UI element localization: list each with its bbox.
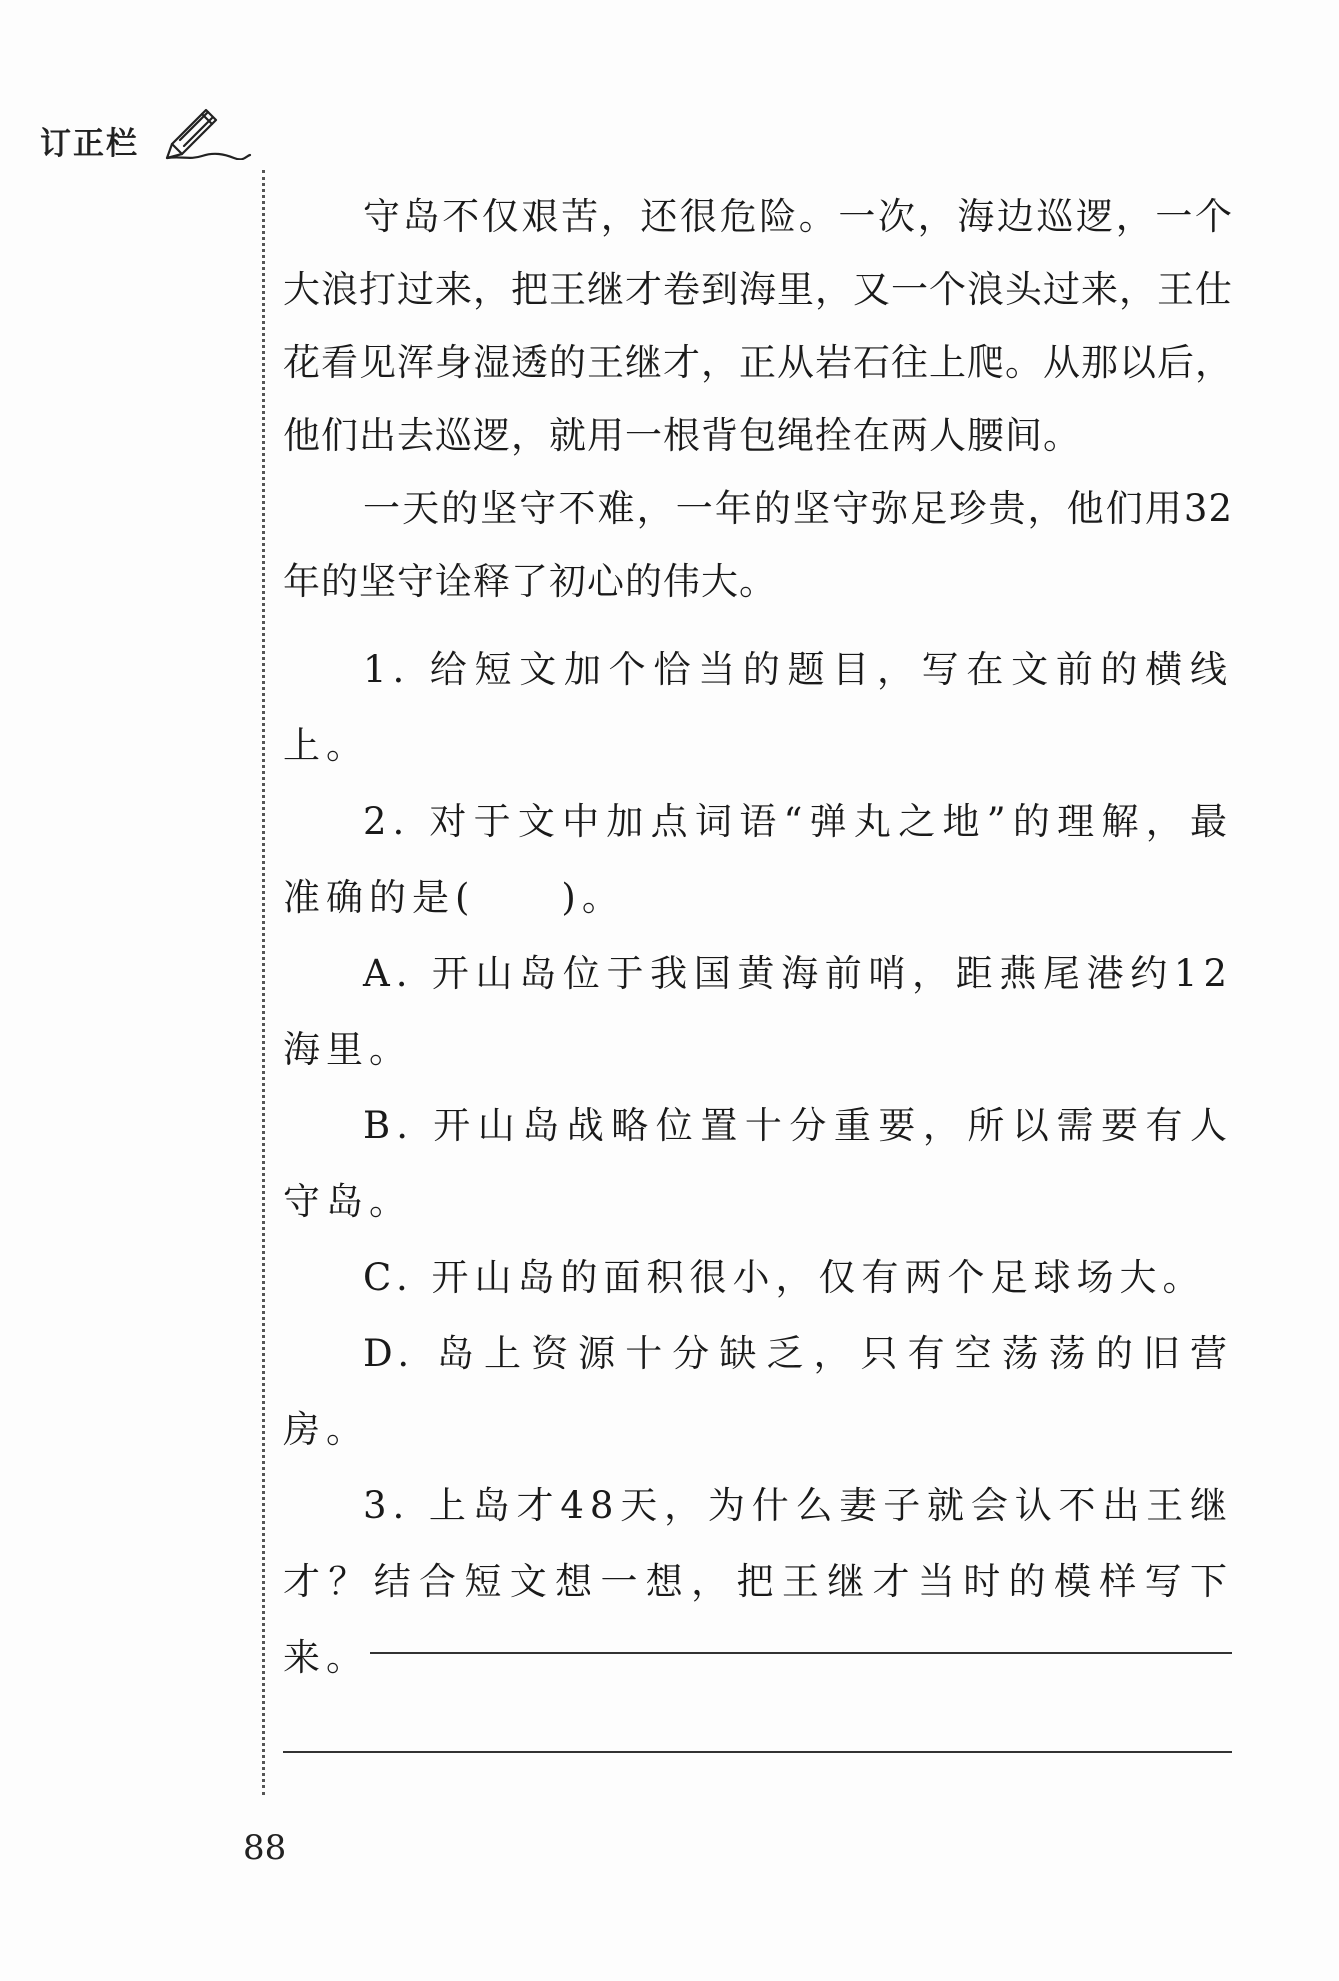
option-d: D. 岛上资源十分缺乏，只有空荡荡的旧营房。: [283, 1332, 1233, 1451]
pencil-icon: [162, 100, 252, 160]
passage-paragraph: 一天的坚守不难，一年的坚守弥足珍贵，他们用32年的坚守诠释了初心的伟大。: [283, 487, 1233, 603]
question-1: 1. 给短文加个恰当的题目，写在文前的横线上。: [283, 648, 1233, 767]
page-number: 88: [243, 1828, 287, 1868]
main-content: [283, 180, 1233, 1696]
passage-paragraph: 守岛不仅艰苦，还很危险。一次，海边巡逻，一个大浪打过来，把王继才卷到海里，又一个浪头过来，王仕花看见浑身湿透的王继才，正从岩石往上爬。从那以后，他们出去巡逻，就用一根背包绳拴在两人腰间。: [283, 195, 1233, 457]
option-b: B. 开山岛战略位置十分重要，所以需要有人守岛。: [283, 1104, 1233, 1223]
option-a: A. 开山岛位于我国黄海前哨，距燕尾港约12海里。: [283, 952, 1233, 1071]
correction-column-label: 订正栏: [40, 126, 139, 162]
option-c: C. 开山岛的面积很小，仅有两个足球场大。: [363, 1256, 1206, 1299]
answer-line[interactable]: [370, 1652, 1232, 1654]
answer-line[interactable]: [283, 1751, 1232, 1753]
spacer: [283, 618, 1233, 632]
question-2: 2. 对于文中加点词语“弹丸之地”的理解，最准确的是( )。: [283, 800, 1233, 919]
question-3: 3. 上岛才48天，为什么妻子就会认不出王继才？结合短文想一想，把王继才当时的模样写下来。: [283, 1484, 1233, 1679]
margin-dotted-line: [262, 170, 265, 1795]
